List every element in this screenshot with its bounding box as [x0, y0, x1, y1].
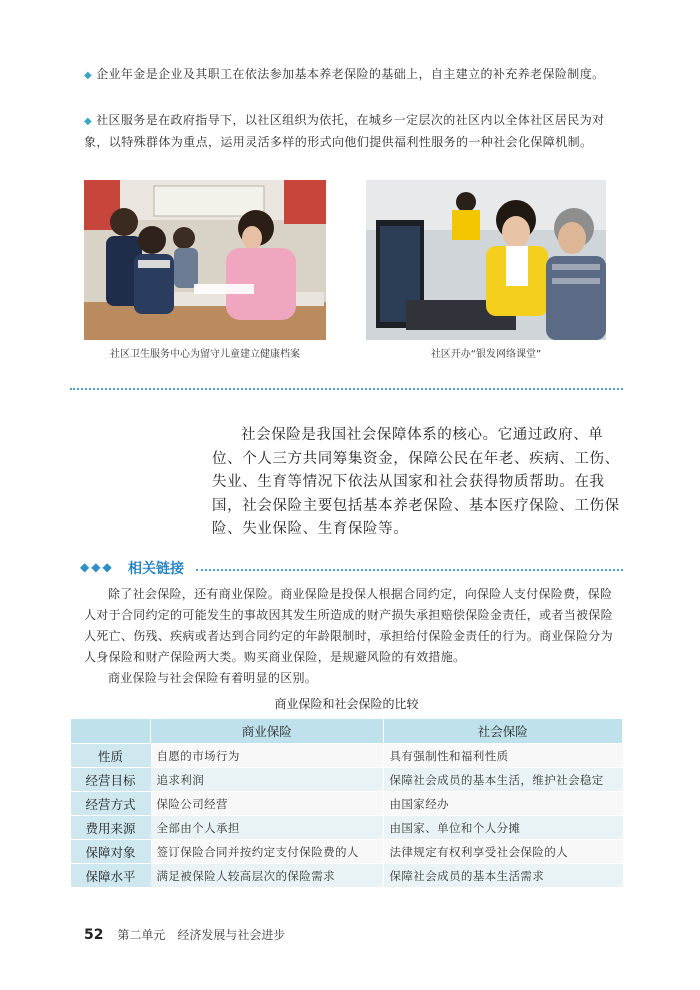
table-row: [71, 816, 623, 840]
unit-title: 第二单元 经济发展与社会进步: [117, 928, 286, 942]
table-cell: 全部由个人承担: [151, 816, 384, 840]
related-paragraph: 商业保险与社会保险有着明显的区别。: [108, 671, 318, 685]
page-number: 52: [84, 927, 104, 943]
bullet-text: 社区服务是在政府指导下，以社区组织为依托，在城乡一定层次的社区内以全体社区居民为对象，以特殊群体为重点，运用灵活多样的形式向他们提供福利性服务的一种社会化保障机制。: [84, 113, 605, 149]
table-header-row: [71, 719, 623, 744]
insurance-comparison-table: [70, 718, 623, 888]
related-paragraph: 除了社会保险，还有商业保险。商业保险是投保人根据合同约定，向保险人支付保险费，保险人对于合同约定的可能发生的事故因其发生所造成的财产损失承担赔偿保险金责任，或者当被保险人死亡、伤残、疾病或者达到合同约定的年龄限制时，承担给付保险金责任的行为。商业保险分为人身保险和财产保险两大类。购买商业保险，是规避风险的有效措施。: [84, 587, 613, 664]
diamond-markers-icon: ◆◆◆: [80, 560, 114, 574]
photo-health-records: [84, 180, 326, 340]
table-title: 商业保险和社会保险的比较: [274, 697, 419, 711]
table-header-cell: 社会保险: [383, 719, 623, 744]
table-row: [71, 768, 623, 792]
table-cell: 保障社会成员的基本生活需求: [383, 864, 623, 888]
photo-caption-right: 社区开办“银发网络课堂”: [430, 349, 542, 360]
table-cell: 保障社会成员的基本生活，维护社会稳定: [383, 768, 623, 792]
table-cell: 具有强制性和福利性质: [383, 744, 623, 768]
header-dotted-line: [196, 569, 623, 571]
table-cell: 保险公司经营: [151, 792, 384, 816]
table-cell: 自愿的市场行为: [151, 744, 384, 768]
table-row: [71, 840, 623, 864]
row-header: 经营方式: [71, 792, 151, 816]
bullet-paragraph-annuity: [84, 64, 616, 86]
table-row: [71, 744, 623, 768]
related-link-header: [70, 560, 623, 580]
row-header: 费用来源: [71, 816, 151, 840]
bullet-paragraph-community-service: [84, 110, 616, 153]
row-header: 保障水平: [71, 864, 151, 888]
photo-silver-network-class: [366, 180, 606, 340]
table-cell: 签订保险合同并按约定支付保险费的人: [151, 840, 384, 864]
row-header: 性质: [71, 744, 151, 768]
related-link-text: [84, 584, 616, 689]
page-footer: [84, 926, 285, 943]
row-header: 保障对象: [71, 840, 151, 864]
table-header-cell: 商业保险: [151, 719, 384, 744]
related-link-title: 相关链接: [128, 561, 184, 577]
table-cell: 由国家、单位和个人分摊: [383, 816, 623, 840]
table-row: [71, 864, 623, 888]
table-cell: 追求利润: [151, 768, 384, 792]
photo-caption-left: 社区卫生服务中心为留守儿童建立健康档案: [110, 349, 300, 360]
table-cell: 法律规定有权利享受社会保险的人: [383, 840, 623, 864]
section-divider: [70, 388, 623, 390]
bullet-text: 企业年金是企业及其职工在依法参加基本养老保险的基础上，自主建立的补充养老保险制度。: [96, 67, 605, 81]
diamond-bullet-icon: ◆: [84, 116, 93, 127]
row-header: 经营目标: [71, 768, 151, 792]
table-header-cell: [71, 719, 151, 744]
table-cell: 满足被保险人较高层次的保险需求: [151, 864, 384, 888]
table-row: [71, 792, 623, 816]
social-insurance-paragraph: 社会保险是我国社会保障体系的核心。它通过政府、单位、个人三方共同筹集资金，保障公民在年老、疾病、工伤、失业、生育等情况下依法从国家和社会获得物质帮助。在我国，社会保险主要包括基本养老保险、基本医疗保险、工伤保险、失业保险、生育保险等。: [212, 427, 620, 537]
table-cell: 由国家经办: [383, 792, 623, 816]
diamond-bullet-icon: ◆: [84, 70, 93, 81]
